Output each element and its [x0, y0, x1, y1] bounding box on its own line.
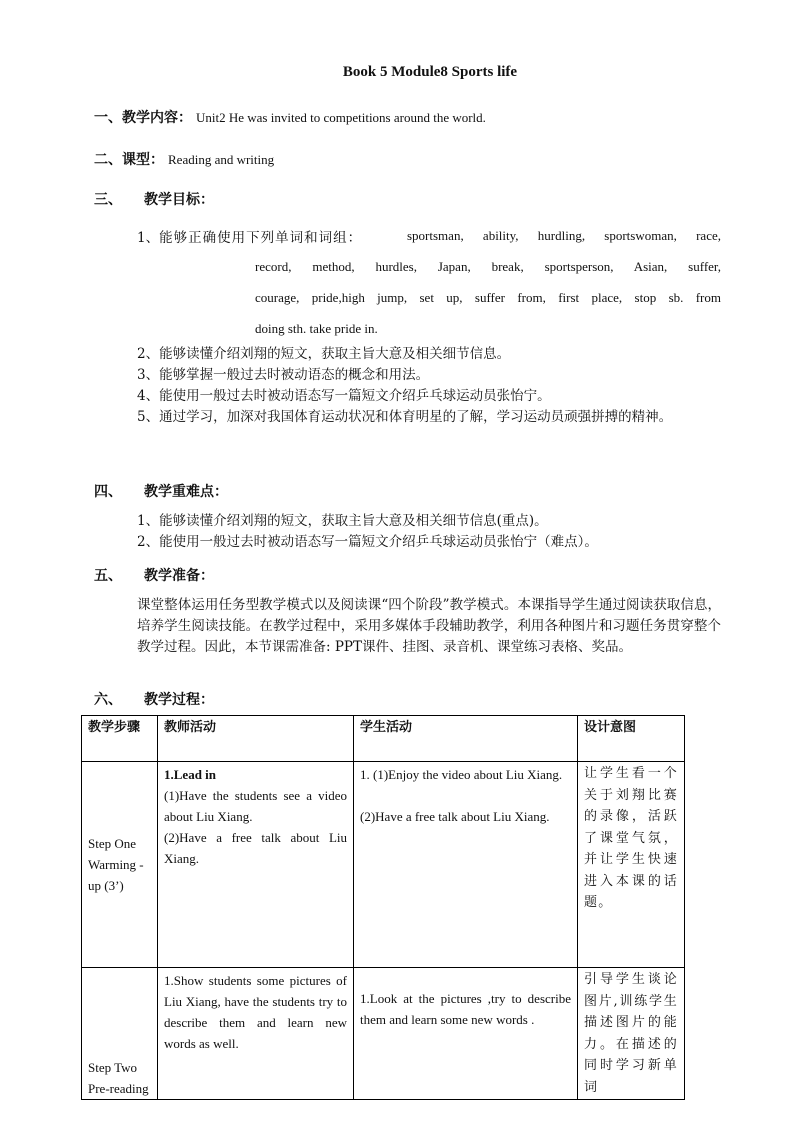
header-student: 学生活动 [354, 716, 578, 762]
section-process-num: 六、 [94, 692, 122, 708]
row-1-teacher [158, 762, 354, 968]
section-objectives-heading: 教学目标： [144, 192, 214, 208]
section-key-points [94, 481, 228, 501]
section-preparation-num: 五、 [94, 568, 122, 584]
row-1-step: Step One Warming -up (3’) [82, 762, 158, 968]
objective-2: 2、能够读懂介绍刘翔的短文，获取主旨大意及相关细节信息。 [137, 346, 511, 362]
header-intent: 设计意图 [578, 716, 685, 762]
objective-1-line-4: doing sth. take pride in. [255, 321, 378, 336]
section-key-points-num: 四、 [94, 484, 122, 500]
row-2-teacher: 1.Show students some pictures of Liu Xiang, have the students try to describe them and learn new words as well. [158, 968, 354, 1100]
process-table [81, 715, 685, 1100]
section-process-heading: 教学过程： [144, 692, 214, 708]
objective-1-line-2: record, method, hurdles, Japan, break, sportsperson, Asian, suffer, [255, 259, 721, 274]
section-lesson-type-label: 二、课型： [94, 152, 164, 168]
row-1-student-a: 1. (1)Enjoy the video about Liu Xiang. [360, 767, 563, 782]
header-step: 教学步骤 [82, 716, 158, 762]
section-objectives-num: 三、 [94, 192, 122, 208]
section-key-points-heading: 教学重难点： [144, 484, 228, 500]
row-2-step-text: Step Two Pre-reading [88, 1060, 149, 1096]
section-process [94, 689, 214, 709]
objective-1-cn: 能够正确使用下列单词和词组： [159, 230, 363, 246]
preparation-text: 课堂整体运用任务型教学模式以及阅读课“四个阶段”教学模式。本课指导学生通过阅读获取信息，培养学生阅读技能。在教学过程中，采用多媒体手段辅助教学，利用各种图片和习题任务贯穿整个教学过程。因此，本节课需准备: PPT课件、挂图、录音机、课堂练习表格、奖品。 [137, 597, 721, 655]
key-point-1: 1、能够读懂介绍刘翔的短文，获取主旨大意及相关细节信息(重点)。 [137, 513, 548, 529]
section-content [94, 107, 486, 127]
header-teacher: 教师活动 [158, 716, 354, 762]
section-lesson-type [94, 149, 274, 169]
section-preparation-heading: 教学准备： [144, 568, 214, 584]
table-row [82, 762, 685, 968]
section-objectives [94, 189, 214, 209]
row-1-intent: 让学生看一个关于刘翔比赛的录像，活跃了课堂气氛，并让学生快速进入本课的话题。 [578, 762, 685, 968]
table-header-row [82, 716, 685, 762]
section-content-label: 一、教学内容： [94, 110, 192, 126]
objective-3: 3、能够掌握一般过去时被动语态的概念和用法。 [137, 367, 430, 383]
objective-1-line-3: courage, pride,high jump, set up, suffer from, first place, stop sb. from [255, 290, 721, 305]
row-1-teacher-body: (1)Have the students see a video about Liu Xiang. (2)Have a free talk about Liu Xiang. [164, 788, 347, 866]
objective-5: 5、通过学习，加深对我国体育运动状况和体育明星的了解，学习运动员顽强拼搏的精神。 [137, 409, 673, 425]
row-2-intent: 引导学生谈论图片,训练学生描述图片的能力。在描述的同时学习新单词 [578, 968, 685, 1100]
section-preparation [94, 565, 214, 585]
row-1-teacher-title: 1.Lead in [164, 767, 217, 782]
table-row [82, 968, 685, 1100]
key-point-2: 2、能使用一般过去时被动语态写一篇短文介绍乒乓球运动员张怡宁（难点）。 [137, 534, 598, 550]
document-title: Book 5 Module8 Sports life [342, 64, 518, 80]
row-2-student: 1.Look at the pictures ,try to describe them and learn some new words . [354, 968, 578, 1100]
section-lesson-type-value: Reading and writing [168, 152, 275, 167]
objective-1-line-1: sportsman, ability, hurdling, sportswoman, race, [407, 228, 721, 243]
objective-1 [137, 226, 721, 336]
row-1-student-b: (2)Have a free talk about Liu Xiang. [360, 809, 550, 824]
row-2-step [82, 968, 158, 1100]
objective-4: 4、能使用一般过去时被动语态写一篇短文介绍乒乓球运动员张怡宁。 [137, 388, 551, 404]
section-content-value: Unit2 He was invited to competitions around the world. [196, 110, 486, 125]
row-1-student [354, 762, 578, 968]
objective-1-num: 1、 [137, 230, 160, 246]
